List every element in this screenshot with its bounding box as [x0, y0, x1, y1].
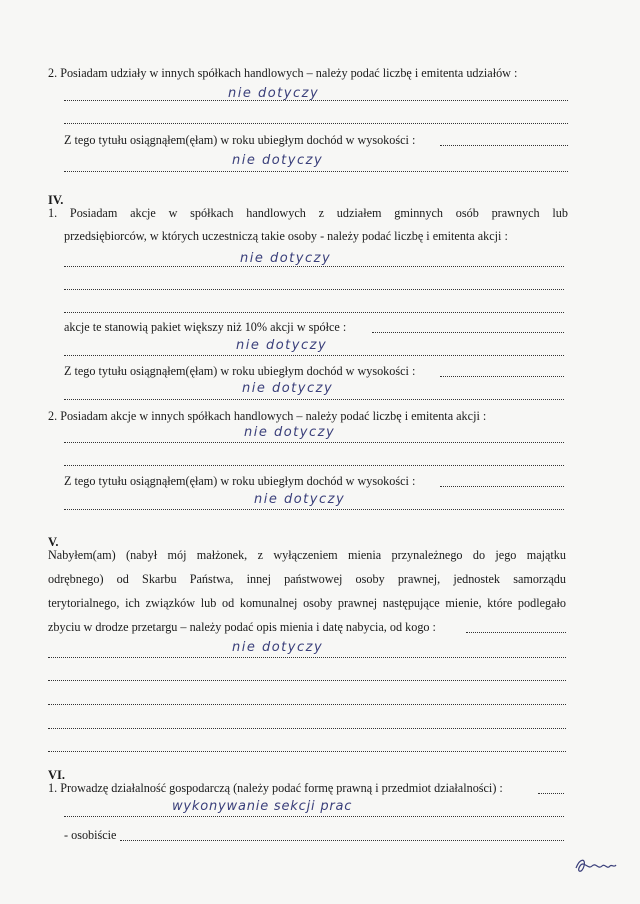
dotted-line: [64, 170, 568, 172]
section4-heading: IV.: [48, 193, 64, 207]
dotted-line: [48, 750, 566, 752]
handwritten-answer: nie dotyczy: [254, 492, 346, 507]
handwritten-answer: nie dotyczy: [244, 425, 336, 440]
section5-line4: zbyciu w drodze przetargu – należy podać opis mienia i datę nabycia, od kogo :: [48, 620, 436, 634]
dotted-line: [48, 679, 566, 681]
section3-income-label: Z tego tytułu osiągnąłem(ęłam) w roku ubiegłym dochód w wysokości :: [64, 133, 416, 147]
dotted-line: [538, 792, 564, 794]
dotted-line: [64, 815, 564, 817]
handwritten-answer: nie dotyczy: [232, 153, 324, 168]
section5-line1: Nabyłem(am) (nabył mój małżonek, z wyłączeniem mienia przynależnego do jego majątku: [48, 548, 566, 562]
section4-packet-label: akcje te stanowią pakiet większy niż 10% akcji w spółce :: [64, 320, 347, 334]
dotted-line: [64, 464, 564, 466]
section4-income1-label: Z tego tytułu osiągnąłem(ęłam) w roku ubiegłym dochód w wysokości :: [64, 364, 416, 378]
dotted-line: [48, 727, 566, 729]
dotted-line: [64, 441, 564, 443]
handwritten-answer: nie dotyczy: [240, 251, 332, 266]
handwritten-answer: nie dotyczy: [236, 338, 328, 353]
dotted-line: [64, 508, 564, 510]
dotted-line: [48, 703, 566, 705]
handwritten-answer: nie dotyczy: [242, 381, 334, 396]
section5-line2: odrębnego) od Skarbu Państwa, innej państwowej osoby prawnej, jednostek samorządu: [48, 572, 566, 586]
dotted-line: [466, 631, 566, 633]
signature-mark: [572, 852, 618, 878]
section4-item1-line1: 1. Posiadam akcje w spółkach handlowych z udziałem gminnych osób prawnych lub: [48, 206, 568, 220]
dotted-line: [64, 311, 564, 313]
dotted-line: [440, 144, 568, 146]
dotted-line: [64, 288, 564, 290]
dotted-line: [64, 398, 564, 400]
dotted-line: [372, 331, 564, 333]
handwritten-answer: nie dotyczy: [232, 640, 324, 655]
section4-item1-line2: przedsiębiorców, w których uczestniczą takie osoby - należy podać liczbę i emitenta akcji :: [64, 229, 508, 243]
handwritten-answer: nie dotyczy: [228, 86, 320, 101]
section6-personal-label: - osobiście: [64, 828, 117, 842]
section6-item1: 1. Prowadzę działalność gospodarczą (należy podać formę prawną i przedmiot działalności) :: [48, 781, 503, 795]
section5-line3: terytorialnego, ich związków lub od komunalnej osoby prawnej następujące mienie, które podlegało: [48, 596, 566, 610]
dotted-line: [64, 354, 564, 356]
section5-heading: V.: [48, 535, 59, 549]
section3-item2: 2. Posiadam udziały w innych spółkach handlowych – należy podać liczbę i emitenta udziałów :: [48, 66, 518, 80]
dotted-line: [64, 122, 568, 124]
section6-heading: VI.: [48, 768, 66, 782]
dotted-line: [120, 839, 564, 841]
handwritten-answer: wykonywanie sekcji prac: [172, 799, 353, 814]
dotted-line: [440, 375, 564, 377]
dotted-line: [440, 485, 564, 487]
dotted-line: [48, 656, 566, 658]
section4-item2: 2. Posiadam akcje w innych spółkach handlowych – należy podać liczbę i emitenta akcji :: [48, 409, 487, 423]
section4-income2-label: Z tego tytułu osiągnąłem(ęłam) w roku ubiegłym dochód w wysokości :: [64, 474, 416, 488]
